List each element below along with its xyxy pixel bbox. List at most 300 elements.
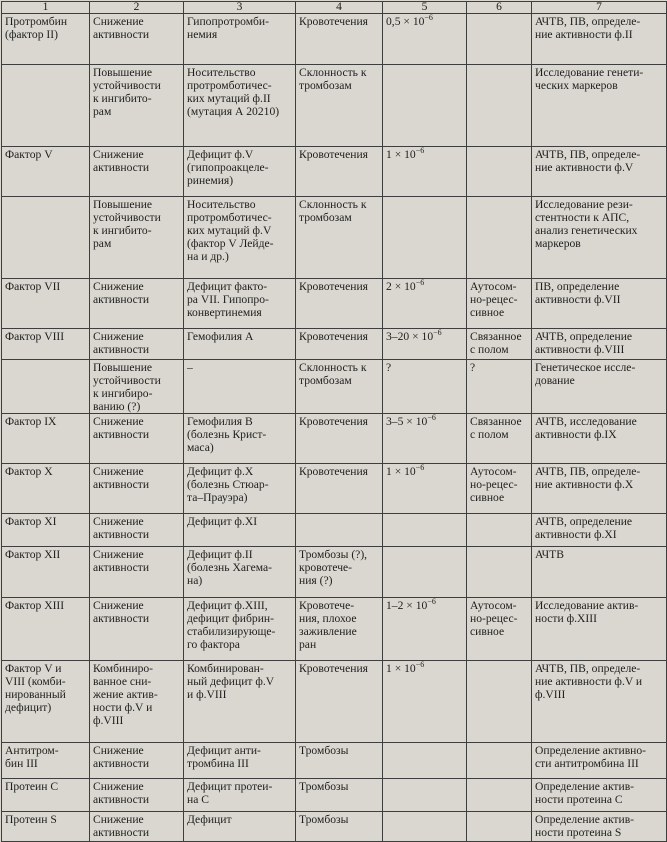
cell-text-line: Аутосом- bbox=[470, 465, 517, 478]
coagulation-factor-table bbox=[1, 1, 667, 842]
cell-text-line: Снижение bbox=[93, 744, 144, 757]
frequency-exponent: −6 bbox=[427, 413, 436, 422]
cell-text-line: стабилизирующе- bbox=[187, 625, 276, 638]
defect-cell bbox=[90, 547, 184, 598]
cell-text-line: (гипопроакцеле- bbox=[187, 161, 269, 174]
factor-cell bbox=[2, 197, 90, 279]
cell-text-line: кровотече- bbox=[299, 561, 353, 574]
defect-cell bbox=[90, 147, 184, 197]
cell-text-line: (мутация А 20210) bbox=[187, 105, 280, 118]
cell-text-line: Снижение bbox=[93, 330, 144, 343]
diagnostics-cell bbox=[532, 65, 667, 147]
cell-text-line: АЧТВ bbox=[535, 548, 564, 561]
inheritance-cell bbox=[467, 279, 532, 329]
cell-text-line: Гемофилия А bbox=[187, 330, 254, 343]
cell-text-line: активности bbox=[93, 293, 150, 306]
inheritance-cell bbox=[467, 65, 532, 147]
manifestation-cell bbox=[296, 360, 383, 414]
manifestation-cell bbox=[296, 414, 383, 464]
cell-text-line: активности bbox=[93, 793, 150, 806]
cell-text-line: (фактор V Лейде- bbox=[187, 237, 274, 250]
cell-text-line: Кровотечения bbox=[299, 148, 369, 161]
cell-text-line: (фактор II) bbox=[5, 28, 58, 41]
cell-text-line: Генетическое иссле- bbox=[535, 361, 636, 374]
disease-cell bbox=[184, 14, 296, 65]
cell-text-line: анализ генетических bbox=[535, 224, 638, 237]
table-row bbox=[2, 147, 667, 197]
cell-text-line: маса) bbox=[187, 441, 214, 454]
frequency-value: 3–20 × 10 bbox=[386, 330, 434, 343]
frequency-value: 1 × 10 bbox=[386, 465, 416, 478]
table-row bbox=[2, 197, 667, 279]
cell-text-line: Фактор IX bbox=[5, 415, 57, 428]
manifestation-cell bbox=[296, 598, 383, 661]
cell-text-line: протромботичес- bbox=[187, 211, 272, 224]
factor-cell bbox=[2, 147, 90, 197]
cell-text-line: Фактор XIII bbox=[5, 599, 65, 612]
table-row bbox=[2, 464, 667, 514]
inheritance-cell bbox=[467, 147, 532, 197]
defect-cell bbox=[90, 661, 184, 743]
defect-cell bbox=[90, 197, 184, 279]
cell-text-line: активности bbox=[93, 757, 150, 770]
cell-text-line: ПВ, определение bbox=[535, 280, 620, 293]
frequency-exponent: −6 bbox=[433, 328, 442, 337]
frequency-cell bbox=[383, 197, 467, 279]
cell-text-line: Повышение bbox=[93, 361, 153, 374]
cell-text-line: активности bbox=[93, 826, 150, 839]
cell-text-line: Дефицит ф.X bbox=[187, 465, 254, 478]
frequency-cell bbox=[383, 360, 467, 414]
cell-text-line: но-рецес- bbox=[470, 478, 518, 491]
cell-text-line: Протромбин bbox=[5, 15, 68, 28]
cell-text-line: Носительство bbox=[187, 198, 256, 211]
cell-text-line: ванию (?) bbox=[93, 400, 141, 413]
cell-text-line: Снижение bbox=[93, 465, 144, 478]
inheritance-cell bbox=[467, 514, 532, 547]
cell-text-line: ние активности ф.V bbox=[535, 161, 634, 174]
cell-text-line: Протеин С bbox=[5, 780, 59, 793]
cell-text-line: Комбиниро- bbox=[93, 662, 154, 675]
disease-cell bbox=[184, 598, 296, 661]
manifestation-cell bbox=[296, 743, 383, 779]
cell-text-line: но-рецес- bbox=[470, 612, 518, 625]
factor-cell bbox=[2, 464, 90, 514]
cell-text-line: (болезнь Хагема- bbox=[187, 561, 272, 574]
cell-text-line: тромбозам bbox=[299, 211, 352, 224]
table-row bbox=[2, 329, 667, 360]
cell-text-line: VIII (комби- bbox=[5, 675, 66, 688]
cell-text-line: Кровотечения bbox=[299, 465, 369, 478]
cell-text-line: Исследование рези- bbox=[535, 198, 633, 211]
cell-text-line: Гипопротромби- bbox=[187, 15, 269, 28]
cell-text-line: тромбозам bbox=[299, 79, 352, 92]
cell-text-line: конвертинемия bbox=[187, 306, 262, 319]
cell-text-line: Снижение bbox=[93, 515, 144, 528]
cell-text-line: – bbox=[187, 361, 193, 374]
cell-text-line: активности bbox=[93, 343, 150, 356]
cell-text-line: АЧТВ, определение bbox=[535, 515, 633, 528]
factor-cell bbox=[2, 661, 90, 743]
cell-text-line: Связанное bbox=[470, 415, 522, 428]
manifestation-cell bbox=[296, 65, 383, 147]
factor-cell bbox=[2, 360, 90, 414]
factor-cell bbox=[2, 279, 90, 329]
cell-text-line: активности bbox=[93, 478, 150, 491]
table-row bbox=[2, 279, 667, 329]
diagnostics-cell bbox=[532, 779, 667, 812]
cell-text-line: Кровотечения bbox=[299, 330, 369, 343]
frequency-value: ? bbox=[386, 361, 392, 374]
cell-text-line: к ингибито- bbox=[93, 224, 152, 237]
cell-text-line: Фактор XI bbox=[5, 515, 57, 528]
cell-text-line: сивное bbox=[470, 491, 505, 504]
frequency-exponent: −6 bbox=[415, 146, 425, 155]
table-row bbox=[2, 779, 667, 812]
cell-text-line: с полом bbox=[470, 428, 509, 441]
cell-text-line: Дефицит анти- bbox=[187, 744, 261, 757]
cell-text-line: Снижение bbox=[93, 599, 144, 612]
defect-cell bbox=[90, 65, 184, 147]
manifestation-cell bbox=[296, 514, 383, 547]
cell-text-line: Исследование генети- bbox=[535, 66, 644, 79]
cell-text-line: Кровотечения bbox=[299, 15, 369, 28]
cell-text-line: АЧТВ, ПВ, определе- bbox=[535, 15, 641, 28]
diagnostics-cell bbox=[532, 14, 667, 65]
cell-text-line: Комбинирован- bbox=[187, 662, 264, 675]
disease-cell bbox=[184, 65, 296, 147]
column-header: 1 bbox=[2, 2, 90, 14]
diagnostics-cell bbox=[532, 414, 667, 464]
cell-text-line: АЧТВ, ПВ, определе- bbox=[535, 465, 641, 478]
manifestation-cell bbox=[296, 197, 383, 279]
frequency-cell bbox=[383, 743, 467, 779]
factor-cell bbox=[2, 65, 90, 147]
cell-text-line: бин III bbox=[5, 757, 38, 770]
factor-cell bbox=[2, 14, 90, 65]
cell-text-line: Дефицит факто- bbox=[187, 280, 268, 293]
defect-cell bbox=[90, 464, 184, 514]
cell-text-line: дефицит фибрин- bbox=[187, 612, 274, 625]
cell-text-line: сивное bbox=[470, 625, 505, 638]
defect-cell bbox=[90, 414, 184, 464]
factor-cell bbox=[2, 547, 90, 598]
cell-text-line: протромботичес- bbox=[187, 79, 272, 92]
cell-text-line: активности ф.VII bbox=[535, 293, 621, 306]
column-header: 7 bbox=[532, 2, 667, 14]
cell-text-line: активности bbox=[93, 161, 150, 174]
inheritance-cell bbox=[467, 743, 532, 779]
column-header: 2 bbox=[90, 2, 184, 14]
manifestation-cell bbox=[296, 279, 383, 329]
cell-text-line: ванное сни- bbox=[93, 675, 152, 688]
cell-text-line: Фактор X bbox=[5, 465, 53, 478]
factor-cell bbox=[2, 743, 90, 779]
cell-text-line: ности протеина С bbox=[535, 793, 623, 806]
defect-cell bbox=[90, 812, 184, 842]
disease-cell bbox=[184, 514, 296, 547]
table-row bbox=[2, 743, 667, 779]
frequency-cell bbox=[383, 514, 467, 547]
table-row bbox=[2, 414, 667, 464]
defect-cell bbox=[90, 279, 184, 329]
disease-cell bbox=[184, 661, 296, 743]
cell-text-line: Дефицит ф.V bbox=[187, 148, 254, 161]
frequency-cell bbox=[383, 14, 467, 65]
frequency-value: 3–5 × 10 bbox=[386, 415, 428, 428]
cell-text-line: к ингибиро- bbox=[93, 387, 153, 400]
cell-text-line: Определение активно- bbox=[535, 744, 647, 757]
frequency-cell bbox=[383, 812, 467, 842]
defect-cell bbox=[90, 514, 184, 547]
cell-text-line: с полом bbox=[470, 343, 509, 356]
frequency-exponent: −6 bbox=[427, 597, 436, 606]
cell-text-line: Дефицит протеи- bbox=[187, 780, 273, 793]
diagnostics-cell bbox=[532, 743, 667, 779]
cell-text-line: ния, плохое bbox=[299, 612, 357, 625]
cell-text-line: и ф.VIII bbox=[187, 688, 227, 701]
frequency-cell bbox=[383, 598, 467, 661]
cell-text-line: Тромбозы (?), bbox=[299, 548, 368, 561]
cell-text-line: (болезнь Стюар- bbox=[187, 478, 269, 491]
cell-text-line: нированный bbox=[5, 688, 66, 701]
cell-text-line: Фактор VII bbox=[5, 280, 61, 293]
manifestation-cell bbox=[296, 661, 383, 743]
cell-text-line: го фактора bbox=[187, 638, 240, 651]
factor-cell bbox=[2, 779, 90, 812]
cell-text-line: Снижение bbox=[93, 780, 144, 793]
cell-text-line: к ингибито- bbox=[93, 92, 152, 105]
frequency-cell bbox=[383, 329, 467, 360]
cell-text-line: Определение актив- bbox=[535, 780, 635, 793]
inheritance-cell bbox=[467, 661, 532, 743]
disease-cell bbox=[184, 414, 296, 464]
cell-text-line: Фактор VIII bbox=[5, 330, 65, 343]
factor-cell bbox=[2, 414, 90, 464]
disease-cell bbox=[184, 329, 296, 360]
frequency-cell bbox=[383, 464, 467, 514]
cell-text-line: на С bbox=[187, 793, 209, 806]
cell-text-line: Склонность к bbox=[299, 361, 367, 374]
manifestation-cell bbox=[296, 147, 383, 197]
factor-cell bbox=[2, 812, 90, 842]
defect-cell bbox=[90, 743, 184, 779]
cell-text-line: та–Прауэра) bbox=[187, 491, 248, 504]
cell-text-line: Дефицит ф.II bbox=[187, 548, 253, 561]
cell-text-line: Связанное bbox=[470, 330, 522, 343]
cell-text-line: ный дефицит ф.V bbox=[187, 675, 275, 688]
factor-cell bbox=[2, 514, 90, 547]
cell-text-line: сти антитромбина III bbox=[535, 757, 639, 770]
cell-text-line: тромбозам bbox=[299, 374, 352, 387]
cell-text-line: Носительство bbox=[187, 66, 256, 79]
inheritance-cell bbox=[467, 360, 532, 414]
defect-cell bbox=[90, 598, 184, 661]
manifestation-cell bbox=[296, 779, 383, 812]
table-header-row bbox=[2, 2, 667, 14]
diagnostics-cell bbox=[532, 360, 667, 414]
cell-text-line: ности ф.V и bbox=[93, 701, 153, 714]
frequency-cell bbox=[383, 147, 467, 197]
cell-text-line: устойчивости bbox=[93, 79, 161, 92]
cell-text-line: Кровотечения bbox=[299, 280, 369, 293]
diagnostics-cell bbox=[532, 329, 667, 360]
cell-text-line: ние активности ф.X bbox=[535, 478, 634, 491]
cell-text-line: АЧТВ, исследование bbox=[535, 415, 637, 428]
cell-text-line: дефицит) bbox=[5, 701, 52, 714]
cell-text-line: Фактор XII bbox=[5, 548, 61, 561]
inheritance-cell bbox=[467, 547, 532, 598]
cell-text-line: ние активности ф.II bbox=[535, 28, 633, 41]
frequency-exponent: −6 bbox=[415, 660, 425, 669]
cell-text-line: Гемофилия В bbox=[187, 415, 253, 428]
disease-cell bbox=[184, 197, 296, 279]
cell-text-line: ких мутаций ф.II bbox=[187, 92, 271, 105]
cell-text-line: Антитром- bbox=[5, 744, 59, 757]
cell-text-line: ран bbox=[299, 638, 317, 651]
diagnostics-cell bbox=[532, 547, 667, 598]
inheritance-cell bbox=[467, 598, 532, 661]
manifestation-cell bbox=[296, 812, 383, 842]
diagnostics-cell bbox=[532, 598, 667, 661]
frequency-cell bbox=[383, 414, 467, 464]
frequency-cell bbox=[383, 65, 467, 147]
table-row bbox=[2, 661, 667, 743]
table-row bbox=[2, 360, 667, 414]
cell-text-line: активности ф.VIII bbox=[535, 343, 625, 356]
cell-text-line: маркеров bbox=[535, 237, 581, 250]
cell-text-line: тромбина III bbox=[187, 757, 249, 770]
table-row bbox=[2, 65, 667, 147]
cell-text-line: активности ф.XI bbox=[535, 528, 617, 541]
column-header: 3 bbox=[184, 2, 296, 14]
cell-text-line: жение актив- bbox=[93, 688, 158, 701]
manifestation-cell bbox=[296, 329, 383, 360]
diagnostics-cell bbox=[532, 279, 667, 329]
diagnostics-cell bbox=[532, 464, 667, 514]
defect-cell bbox=[90, 14, 184, 65]
diagnostics-cell bbox=[532, 147, 667, 197]
cell-text-line: АЧТВ, ПВ, определе- bbox=[535, 662, 641, 675]
manifestation-cell bbox=[296, 14, 383, 65]
frequency-exponent: −6 bbox=[424, 13, 433, 22]
frequency-value: 0,5 × 10 bbox=[386, 15, 425, 28]
table-row bbox=[2, 547, 667, 598]
disease-cell bbox=[184, 779, 296, 812]
cell-text-line: активности bbox=[93, 528, 150, 541]
table-row bbox=[2, 14, 667, 65]
cell-text-line: дование bbox=[535, 374, 575, 387]
inheritance-cell bbox=[467, 414, 532, 464]
frequency-cell bbox=[383, 661, 467, 743]
cell-text-line: Фактор V bbox=[5, 148, 53, 161]
frequency-cell bbox=[383, 279, 467, 329]
inheritance-cell bbox=[467, 779, 532, 812]
cell-text-line: (болезнь Крист- bbox=[187, 428, 267, 441]
defect-cell bbox=[90, 779, 184, 812]
cell-text-line: активности bbox=[93, 428, 150, 441]
cell-text-line: активности bbox=[93, 561, 150, 574]
inheritance-cell bbox=[467, 14, 532, 65]
defect-cell bbox=[90, 360, 184, 414]
cell-text-line: АЧТВ, ПВ, определе- bbox=[535, 148, 641, 161]
cell-text-line: Определение актив- bbox=[535, 813, 635, 826]
cell-text-line: ф.VIII bbox=[93, 714, 124, 727]
cell-text-line: стентности к АПС, bbox=[535, 211, 630, 224]
cell-text-line: Протеин S bbox=[5, 813, 57, 826]
cell-text-line: ности протеина S bbox=[535, 826, 622, 839]
cell-text-line: рам bbox=[93, 105, 112, 118]
manifestation-cell bbox=[296, 464, 383, 514]
frequency-cell bbox=[383, 547, 467, 598]
manifestation-cell bbox=[296, 547, 383, 598]
cell-text-line: устойчивости bbox=[93, 211, 161, 224]
frequency-value: 1 × 10 bbox=[386, 148, 416, 161]
cell-text-line: Дефицит bbox=[187, 813, 232, 826]
diagnostics-cell bbox=[532, 661, 667, 743]
cell-text-line: активности ф.IX bbox=[535, 428, 617, 441]
cell-text-line: Склонность к bbox=[299, 198, 367, 211]
cell-text-line: ких мутаций ф.V bbox=[187, 224, 272, 237]
cell-text-line: Фактор V и bbox=[5, 662, 62, 675]
cell-text-line: активности bbox=[93, 612, 150, 625]
cell-text-line: Снижение bbox=[93, 415, 144, 428]
cell-text-line: ра VII. Гипопро- bbox=[187, 293, 269, 306]
cell-text-line: заживление bbox=[299, 625, 357, 638]
inheritance-cell bbox=[467, 812, 532, 842]
cell-text-line: Кровотече- bbox=[299, 599, 355, 612]
inheritance-cell bbox=[467, 464, 532, 514]
frequency-exponent: −6 bbox=[415, 463, 425, 472]
cell-text-line: Тромбозы bbox=[299, 780, 349, 793]
cell-text-line: активности bbox=[93, 28, 150, 41]
disease-cell bbox=[184, 279, 296, 329]
disease-cell bbox=[184, 147, 296, 197]
disease-cell bbox=[184, 812, 296, 842]
table-row bbox=[2, 514, 667, 547]
cell-text-line: ф.VIII bbox=[535, 688, 566, 701]
cell-text-line: Кровотечения bbox=[299, 662, 369, 675]
cell-text-line: Аутосом- bbox=[470, 280, 517, 293]
table-row bbox=[2, 812, 667, 842]
cell-text-line: Кровотечения bbox=[299, 415, 369, 428]
cell-text-line: Снижение bbox=[93, 813, 144, 826]
frequency-value: 2 × 10 bbox=[386, 280, 416, 293]
cell-text-line: Снижение bbox=[93, 15, 144, 28]
cell-text-line: на) bbox=[187, 574, 203, 587]
cell-text-line: Аутосом- bbox=[470, 599, 517, 612]
cell-text-line: на и др.) bbox=[187, 250, 229, 263]
cell-text-line: Снижение bbox=[93, 280, 144, 293]
cell-text-line: Повышение bbox=[93, 66, 153, 79]
inheritance-cell bbox=[467, 329, 532, 360]
column-header: 6 bbox=[467, 2, 532, 14]
cell-text-line: ния (?) bbox=[299, 574, 333, 587]
cell-text-line: Дефицит ф.XIII, bbox=[187, 599, 268, 612]
column-header: 5 bbox=[383, 2, 467, 14]
cell-text-line: ние активности ф.V и bbox=[535, 675, 643, 688]
diagnostics-cell bbox=[532, 812, 667, 842]
cell-text-line: Склонность к bbox=[299, 66, 367, 79]
cell-text-line: Снижение bbox=[93, 148, 144, 161]
cell-text-line: АЧТВ, определение bbox=[535, 330, 633, 343]
diagnostics-cell bbox=[532, 197, 667, 279]
disease-cell bbox=[184, 360, 296, 414]
cell-text-line: устойчивости bbox=[93, 374, 161, 387]
cell-text-line: Повышение bbox=[93, 198, 153, 211]
disease-cell bbox=[184, 464, 296, 514]
cell-text-line: ринемия) bbox=[187, 174, 234, 187]
